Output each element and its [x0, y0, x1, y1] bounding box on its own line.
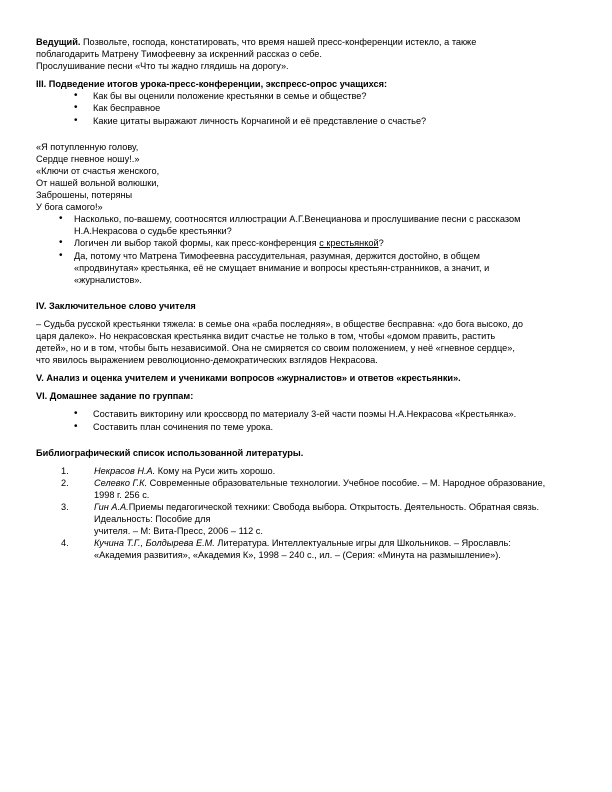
list-item: • Как бесправное: [93, 102, 576, 114]
intro-line-1: Ведущий. Позвольте, господа, констатировать, что время нашей пресс-конференции истекло, а также: [36, 37, 477, 47]
list-item: • Да, потому что Матрена Тимофеевна рассудительная, разумная, держится достойно, в общем «продвинутая» крестьянка, её не смущает внимание и вопросы крестьян-странников, а значит, и «журналистов».: [74, 250, 576, 286]
poem-line: У бога самого!»: [36, 202, 103, 213]
list-item: • Логичен ли выбор такой формы, как пресс-конференция с крестьянкой?: [74, 237, 576, 249]
section-4-line: детей», но и в том, чтобы быть независимой. Она не смиряется со своим положением, у неё «гневное сердце»,: [36, 343, 515, 354]
section-6-heading: VI. Домашнее задание по группам:: [36, 391, 194, 402]
list-item: • Как бы вы оценили положение крестьянки в семье и обществе?: [93, 90, 576, 102]
section-5-heading: V. Анализ и оценка учителем и учениками вопросов «журналистов» и ответов «крестьянки».: [36, 373, 461, 384]
bibliography-item: 3. Гин А.А.Приемы педагогической техники: Свобода выбора. Открытость. Деятельность. Обратная связь. Идеальность: Пособие для учителя. – М: Вита-Пресс, 2006 – 112 с.: [61, 502, 540, 537]
bibliography-heading: Библиографический список использованной литературы.: [36, 447, 304, 458]
bibliography-item: 1. Некрасов Н.А. Кому на Руси жить хорошо.: [61, 465, 276, 476]
speaker-label: Ведущий.: [36, 37, 81, 47]
poem-quote: [36, 141, 576, 214]
intro-line-3: Прослушивание песни «Что ты жадно глядишь на дорогу».: [36, 61, 289, 72]
poem-line: Заброшены, потеряны: [36, 190, 133, 201]
list-item: • Составить викторину или кроссворд по материалу 3-ей части поэмы Н.А.Некрасова «Крестьянка».: [93, 408, 576, 420]
section-3-list: [36, 90, 576, 126]
list-item: • Какие цитаты выражают личность Корчагиной и её представление о счастье?: [93, 115, 576, 127]
intro-line-2: поблагодарить Матрену Тимофеевну за искренний рассказ о себе.: [36, 49, 322, 60]
poem-line: От нашей вольной волюшки,: [36, 177, 159, 188]
section-4-heading: IV. Заключительное слово учителя: [36, 300, 196, 311]
section-4-line: что явилось выражением революционно-демократических взглядов Некрасова.: [36, 355, 378, 366]
poem-line: Сердце гневное ношу!.»: [36, 153, 140, 164]
section-6-list: [36, 408, 576, 432]
krestyanka-link[interactable]: с крестьянкой: [319, 238, 379, 249]
bibliography-item: 2. Селевко Г.К. Современные образовательные технологии. Учебное пособие. – М. Народное образование, 1998 г. 256 с.: [61, 477, 546, 500]
section-4-line: – Судьба русской крестьянки тяжела: в семье она «раба последняя», в обществе бесправна: «до бога высоко, до: [36, 318, 523, 329]
bibliography-item: 4. Кучина Т.Г., Болдырева Е.М. Литература. Интеллектуальные игры для Школьников. – Ярославль: «Академия развития», «Академия К», 1998 – 240 с., ил. – (Серия: «Минута на размышление»).: [61, 538, 511, 561]
poem-line: «Я потупленную голову,: [36, 141, 139, 152]
list-item: • Насколько, по-вашему, соотносятся иллюстрации А.Г.Венецианова и прослушивание песни с рассказом Н.А.Некрасова о судьбе крестьянки?: [74, 213, 576, 237]
section-4-line: царя далеко». Но некрасовская крестьянка видит счастье не только в том, чтобы «домом править, растить: [36, 330, 496, 341]
list-item: • Составить план сочинения по теме урока.: [93, 421, 576, 433]
poem-line: «Ключи от счастья женского,: [36, 165, 160, 176]
bibliography-list: [36, 465, 576, 562]
section-3-heading: III. Подведение итогов урока-пресс-конференции, экспресс-опрос учащихся:: [36, 79, 388, 90]
section-3b-list: [36, 213, 576, 286]
